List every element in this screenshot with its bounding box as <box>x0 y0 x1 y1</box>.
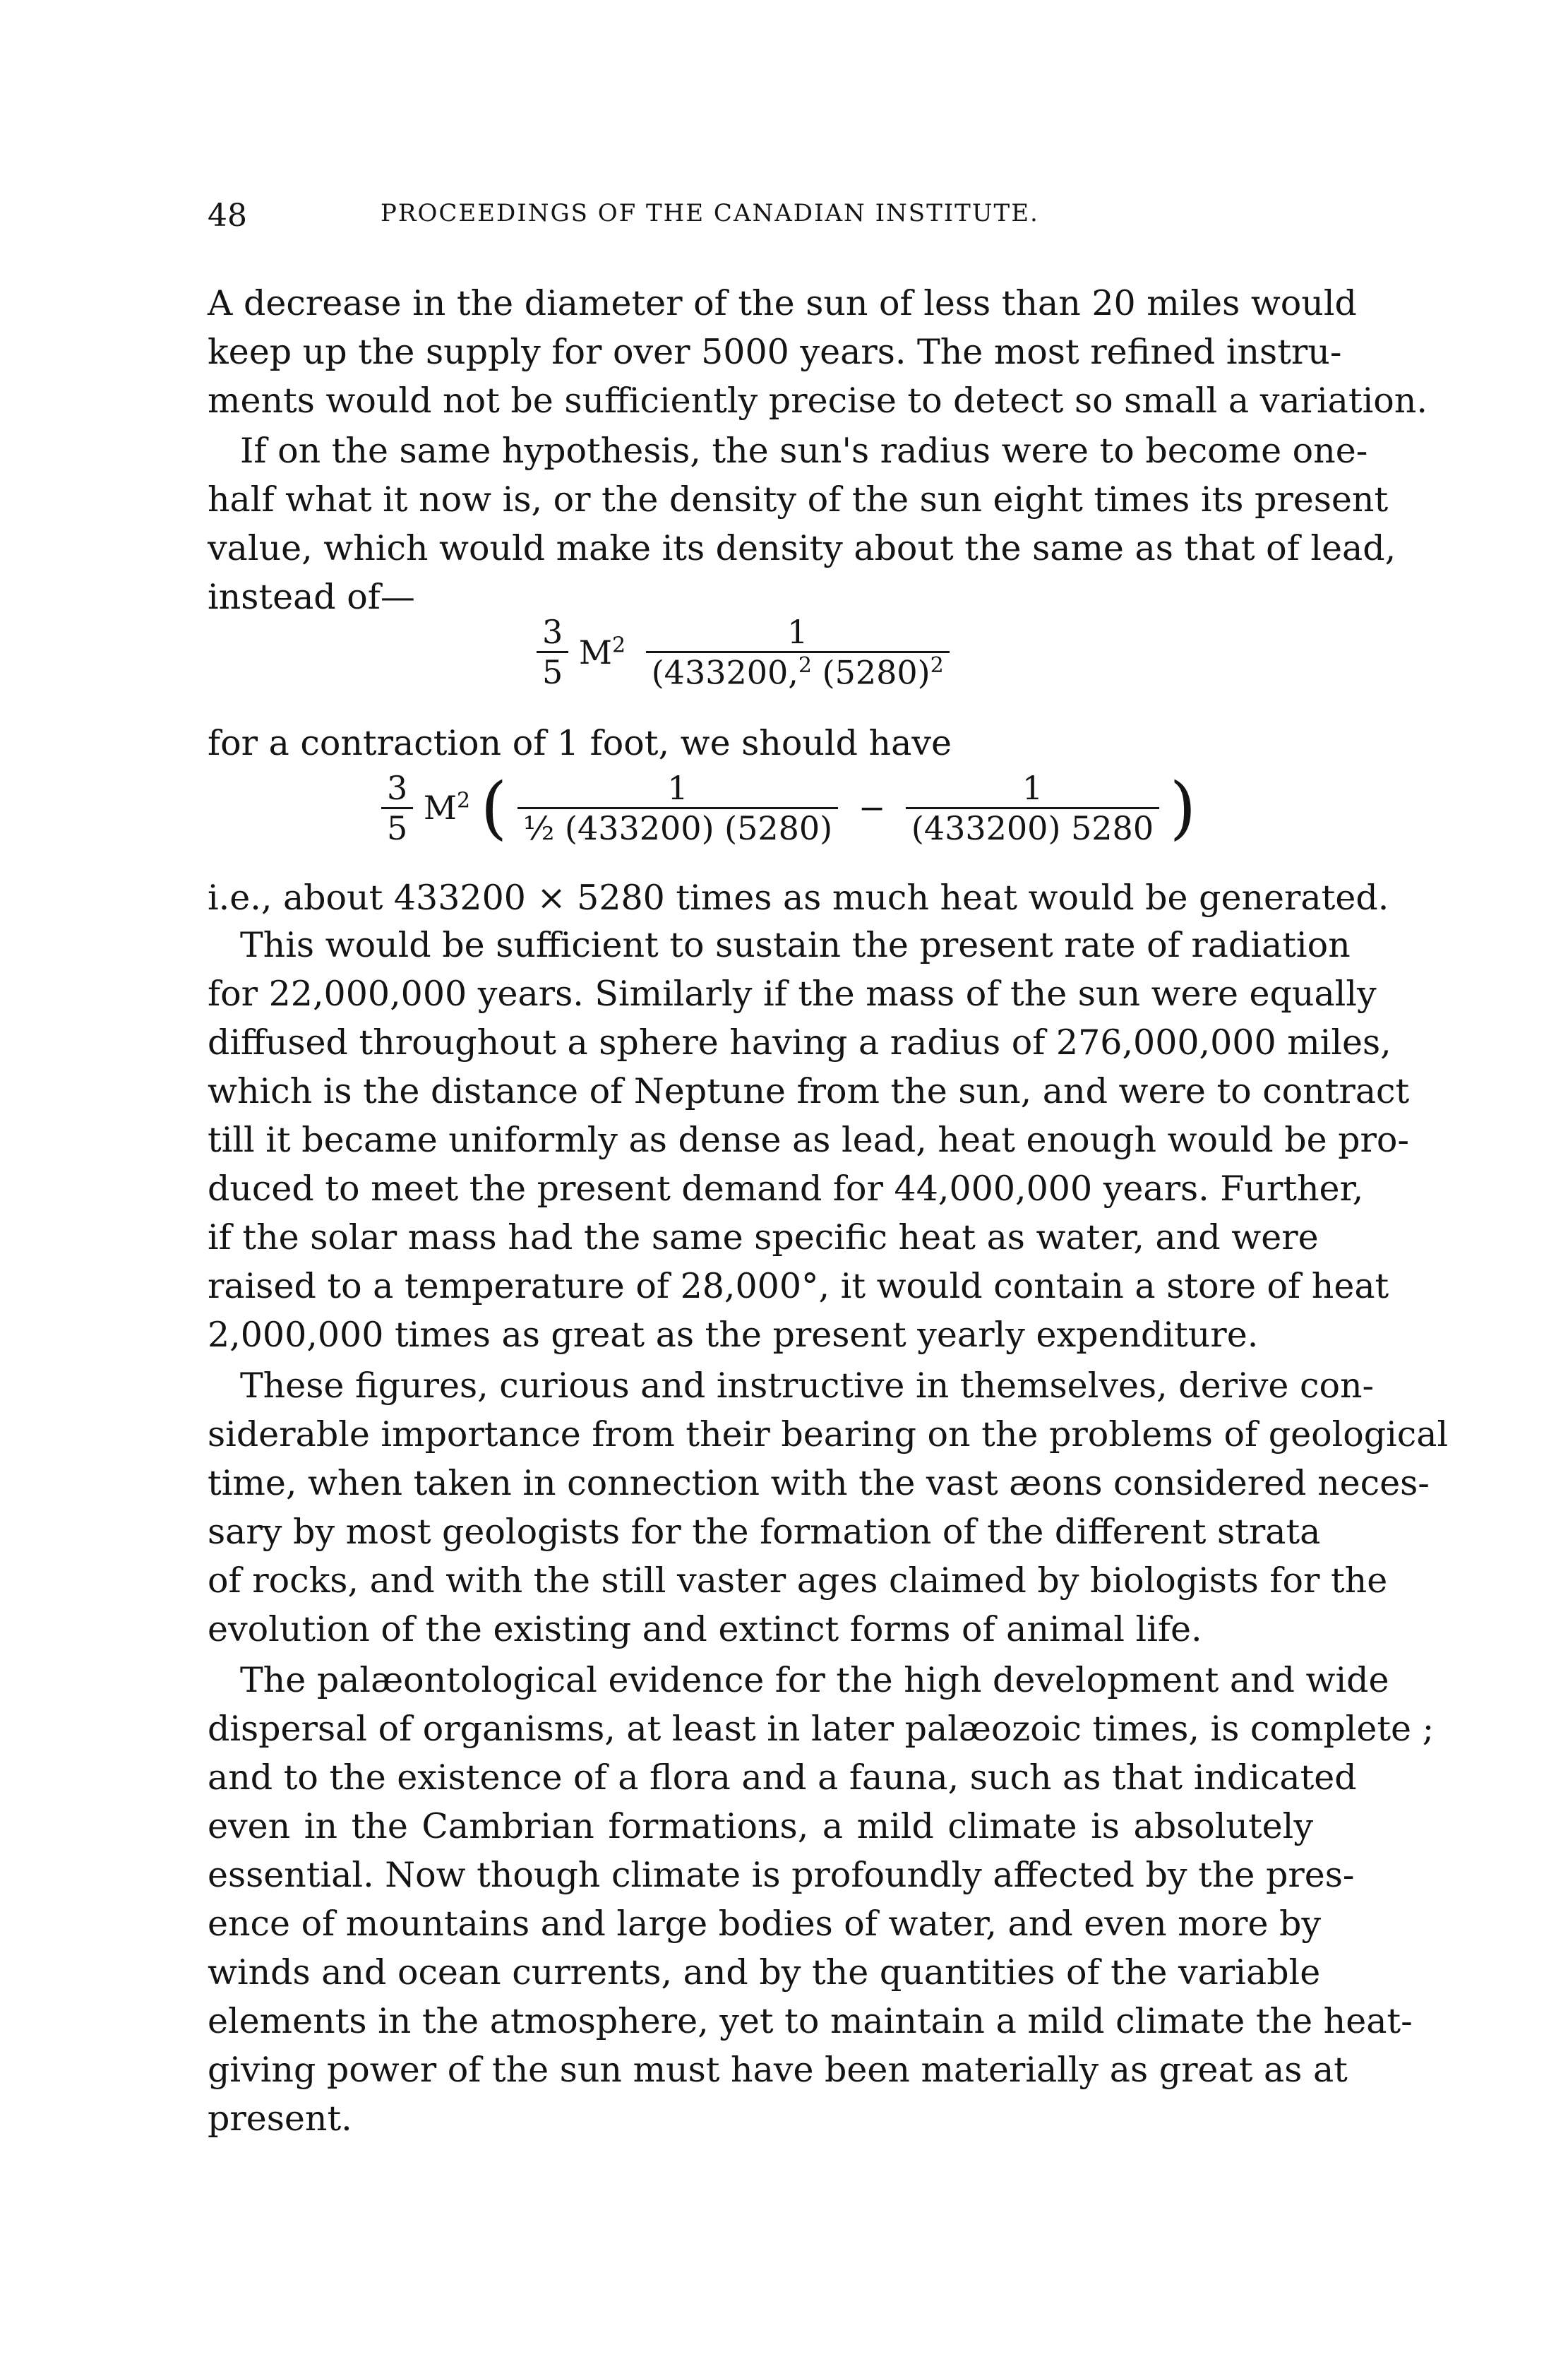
text-line: duced to meet the present demand for 44,000,000 years. Further, <box>208 1169 1364 1209</box>
text-line: essential. Now though climate is profoundly affected by the pres- <box>208 1855 1355 1895</box>
text-line: value, which would make its density about the same as that of lead, <box>208 528 1396 568</box>
text-line: elements in the atmosphere, yet to maintain a mild climate the heat- <box>208 2001 1413 2041</box>
text-line: If on the same hypothesis, the sun's radius were to become one- <box>240 431 1368 471</box>
page-number: 48 <box>208 198 247 234</box>
text-line: if the solar mass had the same specific heat as water, and were <box>208 1217 1319 1258</box>
text-line: for 22,000,000 years. Similarly if the mass of the sun were equally <box>208 974 1377 1014</box>
text-line: of rocks, and with the still vaster ages claimed by biologists for the <box>208 1560 1388 1601</box>
text-line: siderable importance from their bearing on the problems of geological <box>208 1414 1449 1455</box>
text-line: time, when taken in connection with the vast æons considered neces- <box>208 1463 1430 1503</box>
text-line: These figures, curious and instructive in themselves, derive con- <box>240 1366 1375 1406</box>
eq2-open-paren: ( <box>480 768 508 847</box>
page-header <box>208 198 1372 240</box>
text-line: and to the existence of a flora and a fauna, such as that indicated <box>208 1757 1357 1798</box>
text-line: till it became uniformly as dense as lead, heat enough would be pro- <box>208 1120 1409 1160</box>
text-line: sary by most geologists for the formation of the different strata <box>208 1512 1321 1552</box>
text-line: for a contraction of 1 foot, we should have <box>208 723 952 763</box>
equation-2 <box>381 768 1196 847</box>
eq2-coefficient: $\frac{3}{5}$ <box>381 769 413 847</box>
text-line: ence of mountains and large bodies of water, and even more by <box>208 1904 1322 1944</box>
text-line: This would be sufficient to sustain the present rate of radiation <box>240 925 1351 965</box>
text-line: i.e., about 433200 × 5280 times as much heat would be generated. <box>208 878 1389 918</box>
text-line: dispersal of organisms, at least in later palæozoic times, is complete ; <box>208 1709 1435 1749</box>
text-line: giving power of the sun must have been materially as great as at <box>208 2050 1348 2090</box>
text-line: even in the Cambrian formations, a mild climate is absolutely <box>208 1806 1313 1846</box>
eq2-mass: $M^2$ <box>423 788 471 828</box>
eq1-mass: $M^2$ <box>578 633 626 671</box>
text-line: The palæontological evidence for the high development and wide <box>240 1660 1389 1700</box>
eq2-term1: $\frac{1}{\text{½ (433200) (5280)}}$ <box>517 769 838 847</box>
text-line: instead of— <box>208 577 415 617</box>
eq2-close-paren: ) <box>1169 768 1197 847</box>
text-line: A decrease in the diameter of the sun of less than 20 miles would <box>208 283 1357 323</box>
equation-1 <box>537 613 950 691</box>
text-line: 2,000,000 times as great as the present yearly expenditure. <box>208 1315 1259 1355</box>
text-line: which is the distance of Neptune from the sun, and were to contract <box>208 1071 1410 1111</box>
eq2-term2: $\frac{1}{(433200) 5280}$ <box>906 769 1159 847</box>
text-line: ments would not be sufficiently precise to detect so small a variation. <box>208 381 1428 421</box>
text-line: winds and ocean currents, and by the quantities of the variable <box>208 1952 1321 1993</box>
text-line: present. <box>208 2098 352 2139</box>
text-line: evolution of the existing and extinct forms of animal life. <box>208 1609 1202 1649</box>
eq1-fraction: $\frac{1}{(433200,^2 (5280)^2}$ <box>646 613 950 691</box>
text-line: keep up the supply for over 5000 years. The most refined instru- <box>208 332 1342 372</box>
eq2-minus: − <box>858 789 886 827</box>
running-title: PROCEEDINGS OF THE CANADIAN INSTITUTE. <box>381 199 1039 227</box>
text-line: half what it now is, or the density of the sun eight times its present <box>208 479 1389 520</box>
text-line: diffused throughout a sphere having a radius of 276,000,000 miles, <box>208 1022 1392 1063</box>
text-line: raised to a temperature of 28,000°, it would contain a store of heat <box>208 1266 1389 1306</box>
eq1-coefficient: $\frac{3}{5}$ <box>537 613 568 691</box>
